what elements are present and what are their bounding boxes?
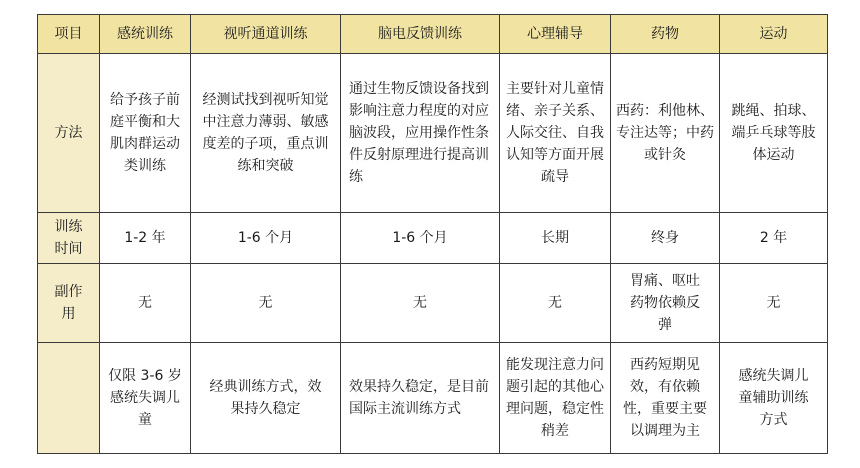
- table-cell: 无: [191, 264, 341, 343]
- comparison-table: [37, 14, 828, 454]
- table-cell: 1-6 个月: [191, 213, 341, 264]
- table-cell: 给予孩子前庭平衡和大肌肉群运动类训练: [100, 54, 191, 213]
- table-cell: 跳绳、拍球、端乒乓球等肢体运动: [720, 54, 828, 213]
- row-label-method: 方法: [38, 54, 100, 213]
- table-cell: 西药：利他林、专注达等；中药或针灸: [611, 54, 720, 213]
- row-label-side-effects: 副作用: [38, 264, 100, 343]
- table-cell: 胃痛、呕吐药物依赖反弹: [611, 264, 720, 343]
- table-header-row: [38, 15, 828, 54]
- table-cell: 主要针对儿童情绪、亲子关系、人际交往、自我认知等方面开展疏导: [500, 54, 611, 213]
- table-row-method: [38, 54, 828, 213]
- table-cell: 经典训练方式，效果持久稳定: [191, 343, 341, 454]
- table-cell: 1-6 个月: [341, 213, 500, 264]
- header-cell-medication: 药物: [611, 15, 720, 54]
- header-cell-audiovisual: 视听通道训练: [191, 15, 341, 54]
- table-cell: 终身: [611, 213, 720, 264]
- header-cell-exercise: 运动: [720, 15, 828, 54]
- table-cell: 通过生物反馈设备找到影响注意力程度的对应脑波段，应用操作性条件反射原理进行提高训练: [341, 54, 500, 213]
- table-cell: 无: [500, 264, 611, 343]
- table-cell: 2 年: [720, 213, 828, 264]
- table-cell: 能发现注意力问题引起的其他心理问题，稳定性稍差: [500, 343, 611, 454]
- table-cell: 效果持久稳定，是目前国际主流训练方式: [341, 343, 500, 454]
- table-cell: 西药短期见效，有依赖性，重要主要以调理为主: [611, 343, 720, 454]
- table-cell: 1-2 年: [100, 213, 191, 264]
- header-cell-counseling: 心理辅导: [500, 15, 611, 54]
- table-cell: 无: [341, 264, 500, 343]
- table-cell: 长期: [500, 213, 611, 264]
- table-row-notes: [38, 343, 828, 454]
- table-cell: 经测试找到视听知觉中注意力薄弱、敏感度差的子项，重点训练和突破: [191, 54, 341, 213]
- header-cell-neurofeedback: 脑电反馈训练: [341, 15, 500, 54]
- header-cell-item: 项目: [38, 15, 100, 54]
- row-label-notes: [38, 343, 100, 454]
- header-cell-sensory: 感统训练: [100, 15, 191, 54]
- row-label-duration: 训练时间: [38, 213, 100, 264]
- table-cell: 感统失调儿童辅助训练方式: [720, 343, 828, 454]
- table-cell: 仅限 3-6 岁感统失调儿童: [100, 343, 191, 454]
- table-cell: 无: [100, 264, 191, 343]
- table-row-duration: [38, 213, 828, 264]
- table-cell: 无: [720, 264, 828, 343]
- table-row-side-effects: [38, 264, 828, 343]
